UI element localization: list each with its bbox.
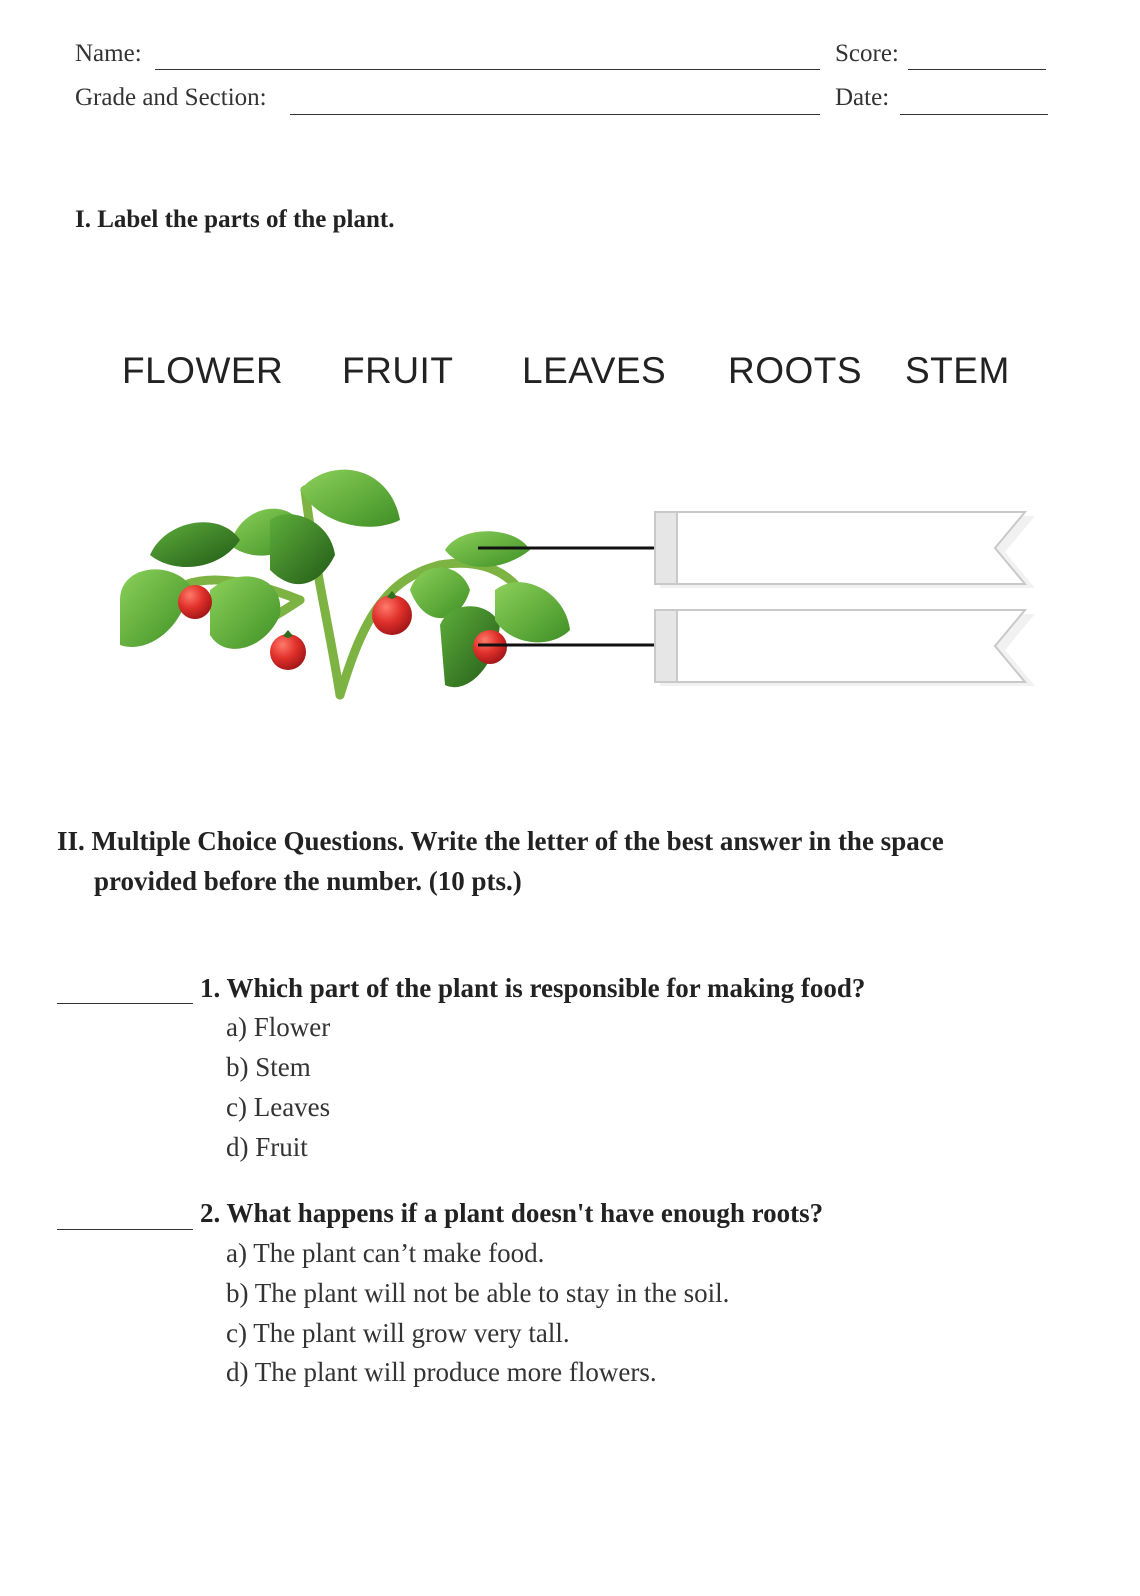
question-1-option-a: a) Flower — [226, 1012, 331, 1042]
word-bank-fruit: FRUIT — [342, 350, 454, 391]
question-2-option-d: d) The plant will produce more flowers. — [226, 1357, 657, 1387]
name-field[interactable] — [155, 69, 820, 70]
word-bank-leaves: LEAVES — [522, 350, 667, 391]
word-bank-stem: STEM — [905, 350, 1010, 391]
question-1-option-c: c) Leaves — [226, 1092, 331, 1122]
word-bank-roots: ROOTS — [728, 350, 863, 391]
question-2-option-b: b) The plant will not be able to stay in the soil. — [226, 1278, 730, 1308]
grade-section-label: Grade and Section: — [75, 84, 267, 111]
section-2-title-line-1: II. Multiple Choice Questions. Write the letter of the best answer in the space — [57, 826, 944, 856]
plant-diagram — [0, 450, 1140, 710]
question-2-option-a: a) The plant can’t make food. — [226, 1238, 545, 1268]
section-2-title-line-2: provided before the number. (10 pts.) — [94, 866, 522, 896]
plant-image — [120, 470, 570, 695]
date-label: Date: — [835, 84, 890, 111]
question-1-option-d: d) Fruit — [226, 1132, 308, 1162]
score-field[interactable] — [908, 69, 1046, 70]
answer-blank-1[interactable] — [57, 1003, 193, 1004]
section-1-title: I. Label the parts of the plant. — [75, 206, 395, 233]
label-box-1[interactable] — [655, 512, 1035, 588]
question-1-text: 1. Which part of the plant is responsible for making food? — [200, 973, 866, 1003]
label-box-2[interactable] — [655, 610, 1035, 686]
name-label: Name: — [75, 40, 142, 67]
question-2-text: 2. What happens if a plant doesn't have enough roots? — [200, 1198, 824, 1228]
score-label: Score: — [835, 40, 899, 67]
question-2-option-c: c) The plant will grow very tall. — [226, 1318, 570, 1348]
question-1-option-b: b) Stem — [226, 1052, 311, 1082]
date-field[interactable] — [900, 114, 1048, 115]
grade-section-field[interactable] — [290, 114, 820, 115]
answer-blank-2[interactable] — [57, 1229, 193, 1230]
word-bank-flower: FLOWER — [122, 350, 284, 391]
